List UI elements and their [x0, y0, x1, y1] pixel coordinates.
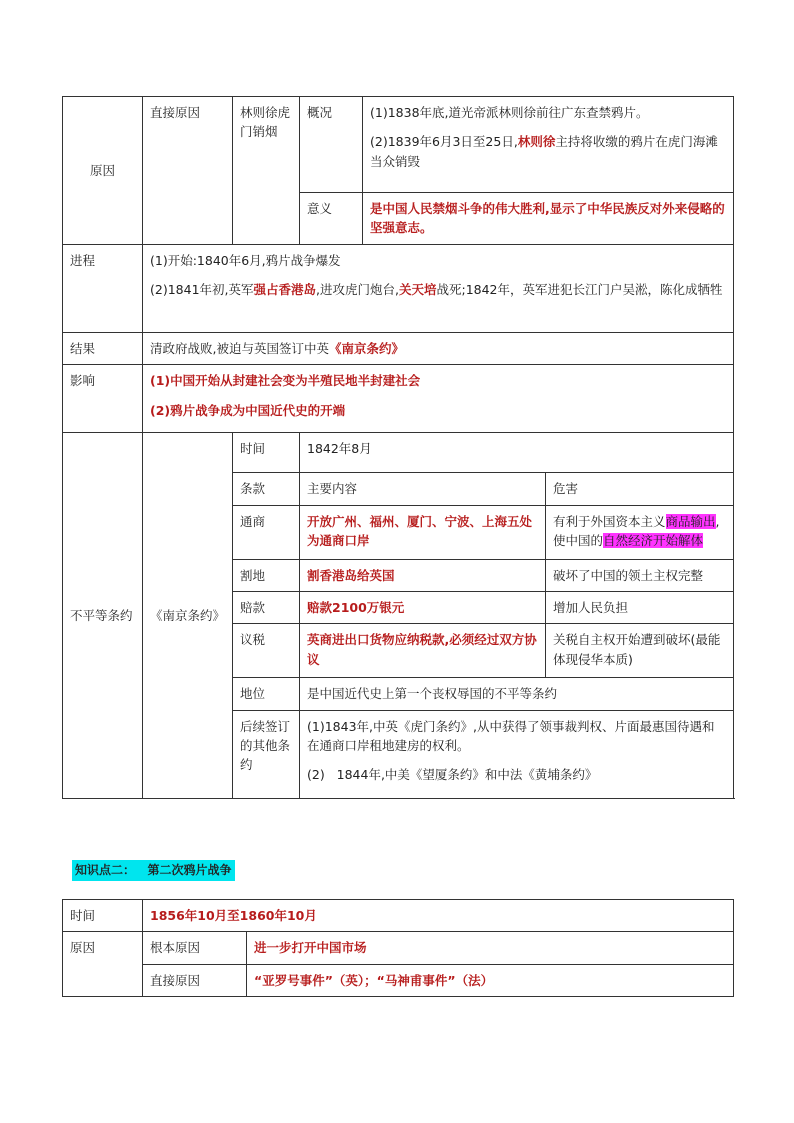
clause-label: 条款	[233, 473, 300, 505]
unequal-treaty-label: 不平等条约	[63, 433, 143, 799]
result-text: 清政府战败,被迫与英国签订中英《南京条约》	[143, 332, 734, 364]
event-label: 林则徐虎门销烟	[233, 97, 300, 245]
trade-label: 通商	[233, 505, 300, 559]
s2-cause-label: 原因	[63, 932, 143, 997]
status-text: 是中国近代史上第一个丧权辱国的不平等条约	[300, 678, 734, 710]
process-label: 进程	[63, 244, 143, 332]
s2-root-label: 根本原因	[143, 932, 247, 964]
cession-content: 割香港岛给英国	[300, 559, 546, 591]
section-heading: 知识点二： 第二次鸦片战争	[72, 860, 235, 881]
cause-label: 原因	[63, 97, 143, 245]
significance-label: 意义	[300, 193, 363, 245]
tariff-harm: 关税自主权开始遭到破坏(最能体现侵华本质)	[546, 624, 734, 678]
status-label: 地位	[233, 678, 300, 710]
result-label: 结果	[63, 332, 143, 364]
s2-time-value: 1856年10月至1860年10月	[143, 900, 734, 932]
s2-direct-label: 直接原因	[143, 964, 247, 996]
indemnity-label: 赔款	[233, 591, 300, 623]
influence-text: (1)中国开始从封建社会变为半殖民地半封建社会 (2)鸦片战争成为中国近代史的开端	[143, 365, 734, 433]
first-opium-war-table	[62, 96, 734, 799]
indemnity-harm: 增加人民负担	[546, 591, 734, 623]
cession-harm: 破坏了中国的领土主权完整	[546, 559, 734, 591]
s2-time-label: 时间	[63, 900, 143, 932]
later-treaties-text: (1)1843年,中英《虎门条约》,从中获得了领事裁判权、片面最惠国待遇和在通商口岸租地建房的权利。 (2) 1844年,中美《望厦条约》和中法《黄埔条约》	[300, 710, 734, 798]
overview-text: (1)1838年底,道光帝派林则徐前往广东查禁鸦片。 (2)1839年6月3日至25日,林则徐主持将收缴的鸦片在虎门海滩当众销毁	[363, 97, 734, 193]
tariff-label: 议税	[233, 624, 300, 678]
s2-direct-value: “亚罗号事件”（英）；“马神甫事件”（法）	[247, 964, 734, 996]
trade-content: 开放广州、福州、厦门、宁波、上海五处为通商口岸	[300, 505, 546, 559]
tariff-content: 英商进出口货物应纳税款,必须经过双方协议	[300, 624, 546, 678]
trade-harm: 有利于外国资本主义商品输出,使中国的自然经济开始解体	[546, 505, 734, 559]
content-label: 主要内容	[300, 473, 546, 505]
direct-cause-label: 直接原因	[143, 97, 233, 245]
process-text: (1)开始:1840年6月,鸦片战争爆发 (2)1841年初,英军强占香港岛,进攻虎门炮台,关天培战死;1842年，英军进犯长江门户吴淞，陈化成牺牲	[143, 244, 734, 332]
significance-text: 是中国人民禁烟斗争的伟大胜利,显示了中华民族反对外来侵略的坚强意志。	[363, 193, 734, 245]
s2-root-value: 进一步打开中国市场	[247, 932, 734, 964]
time-label: 时间	[233, 433, 300, 473]
time-value: 1842年8月	[300, 433, 734, 473]
influence-label: 影响	[63, 365, 143, 433]
nanjing-treaty-label: 《南京条约》	[143, 433, 233, 799]
indemnity-content: 赔款2100万银元	[300, 591, 546, 623]
cession-label: 割地	[233, 559, 300, 591]
overview-label: 概况	[300, 97, 363, 193]
second-opium-war-table	[62, 899, 734, 997]
harm-label: 危害	[546, 473, 734, 505]
later-treaties-label: 后续签订的其他条约	[233, 710, 300, 798]
